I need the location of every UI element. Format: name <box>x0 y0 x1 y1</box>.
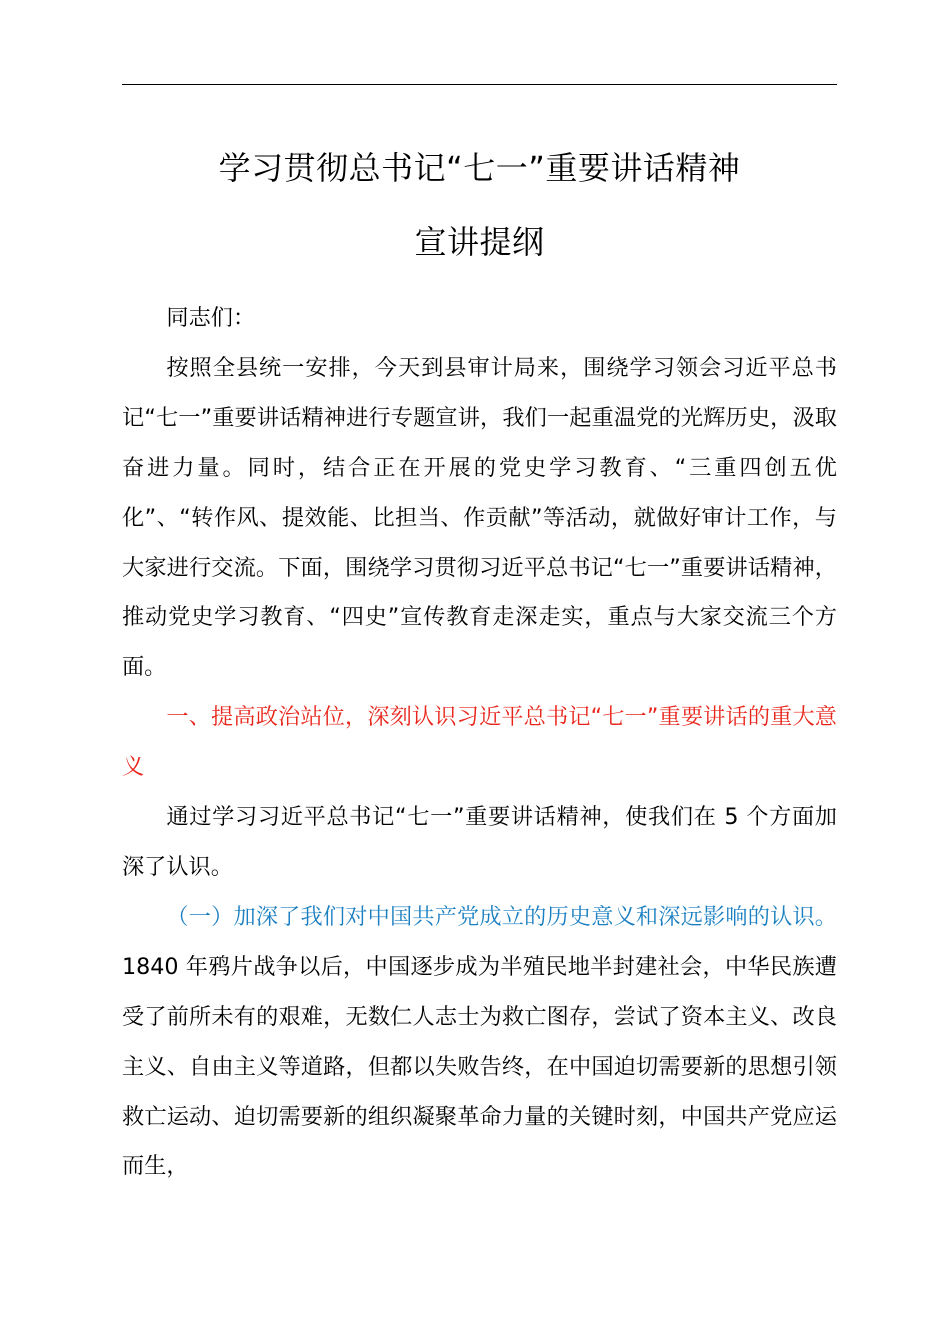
document-title-line-2: 宣讲提纲 <box>414 223 545 261</box>
section-1-heading: 一、提高政治站位，深刻认识习近平总书记“七一”重要讲话的重大意义 <box>122 704 837 781</box>
greeting: 同志们： <box>166 305 256 331</box>
point-1-lead: （一）加深了我们对中国共产党成立的历史意义和深远影响的认识。 <box>166 903 837 930</box>
document-title-line-1: 学习贯彻总书记“七一”重要讲话精神 <box>218 149 741 187</box>
header-rule <box>122 84 837 85</box>
section-1-intro: 通过学习习近平总书记“七一”重要讲话精神，使我们在 5 个方面加深了认识。 <box>122 804 837 880</box>
point-1-body: 1840 年鸦片战争以后，中国逐步成为半殖民地半封建社会，中华民族遭受了前所未有的艰难，无数仁人志士为救亡图存，尝试了资本主义、改良主义、自由主义等道路，但都以失败告终，在中国迫切需要新的思想引领救亡运动、迫切需要新的组织凝聚革命力量的关键时刻，中国共产党应运而生， <box>122 953 837 1180</box>
document-body <box>122 294 837 1192</box>
intro-paragraph: 按照全县统一安排，今天到县审计局来，围绕学习领会习近平总书记“七一”重要讲话精神进行专题宣讲，我们一起重温党的光辉历史，汲取奋进力量。同时，结合正在开展的党史学习教育、“三重四创五优化”、“转作风、提效能、比担当、作贡献”等活动，就做好审计工作，与大家进行交流。下面，围绕学习贯彻习近平总书记“七一”重要讲话精神，推动党史学习教育、“四史”宣传教育走深走实，重点与大家交流三个方面。 <box>122 354 837 681</box>
point-1-paragraph <box>122 893 837 1192</box>
